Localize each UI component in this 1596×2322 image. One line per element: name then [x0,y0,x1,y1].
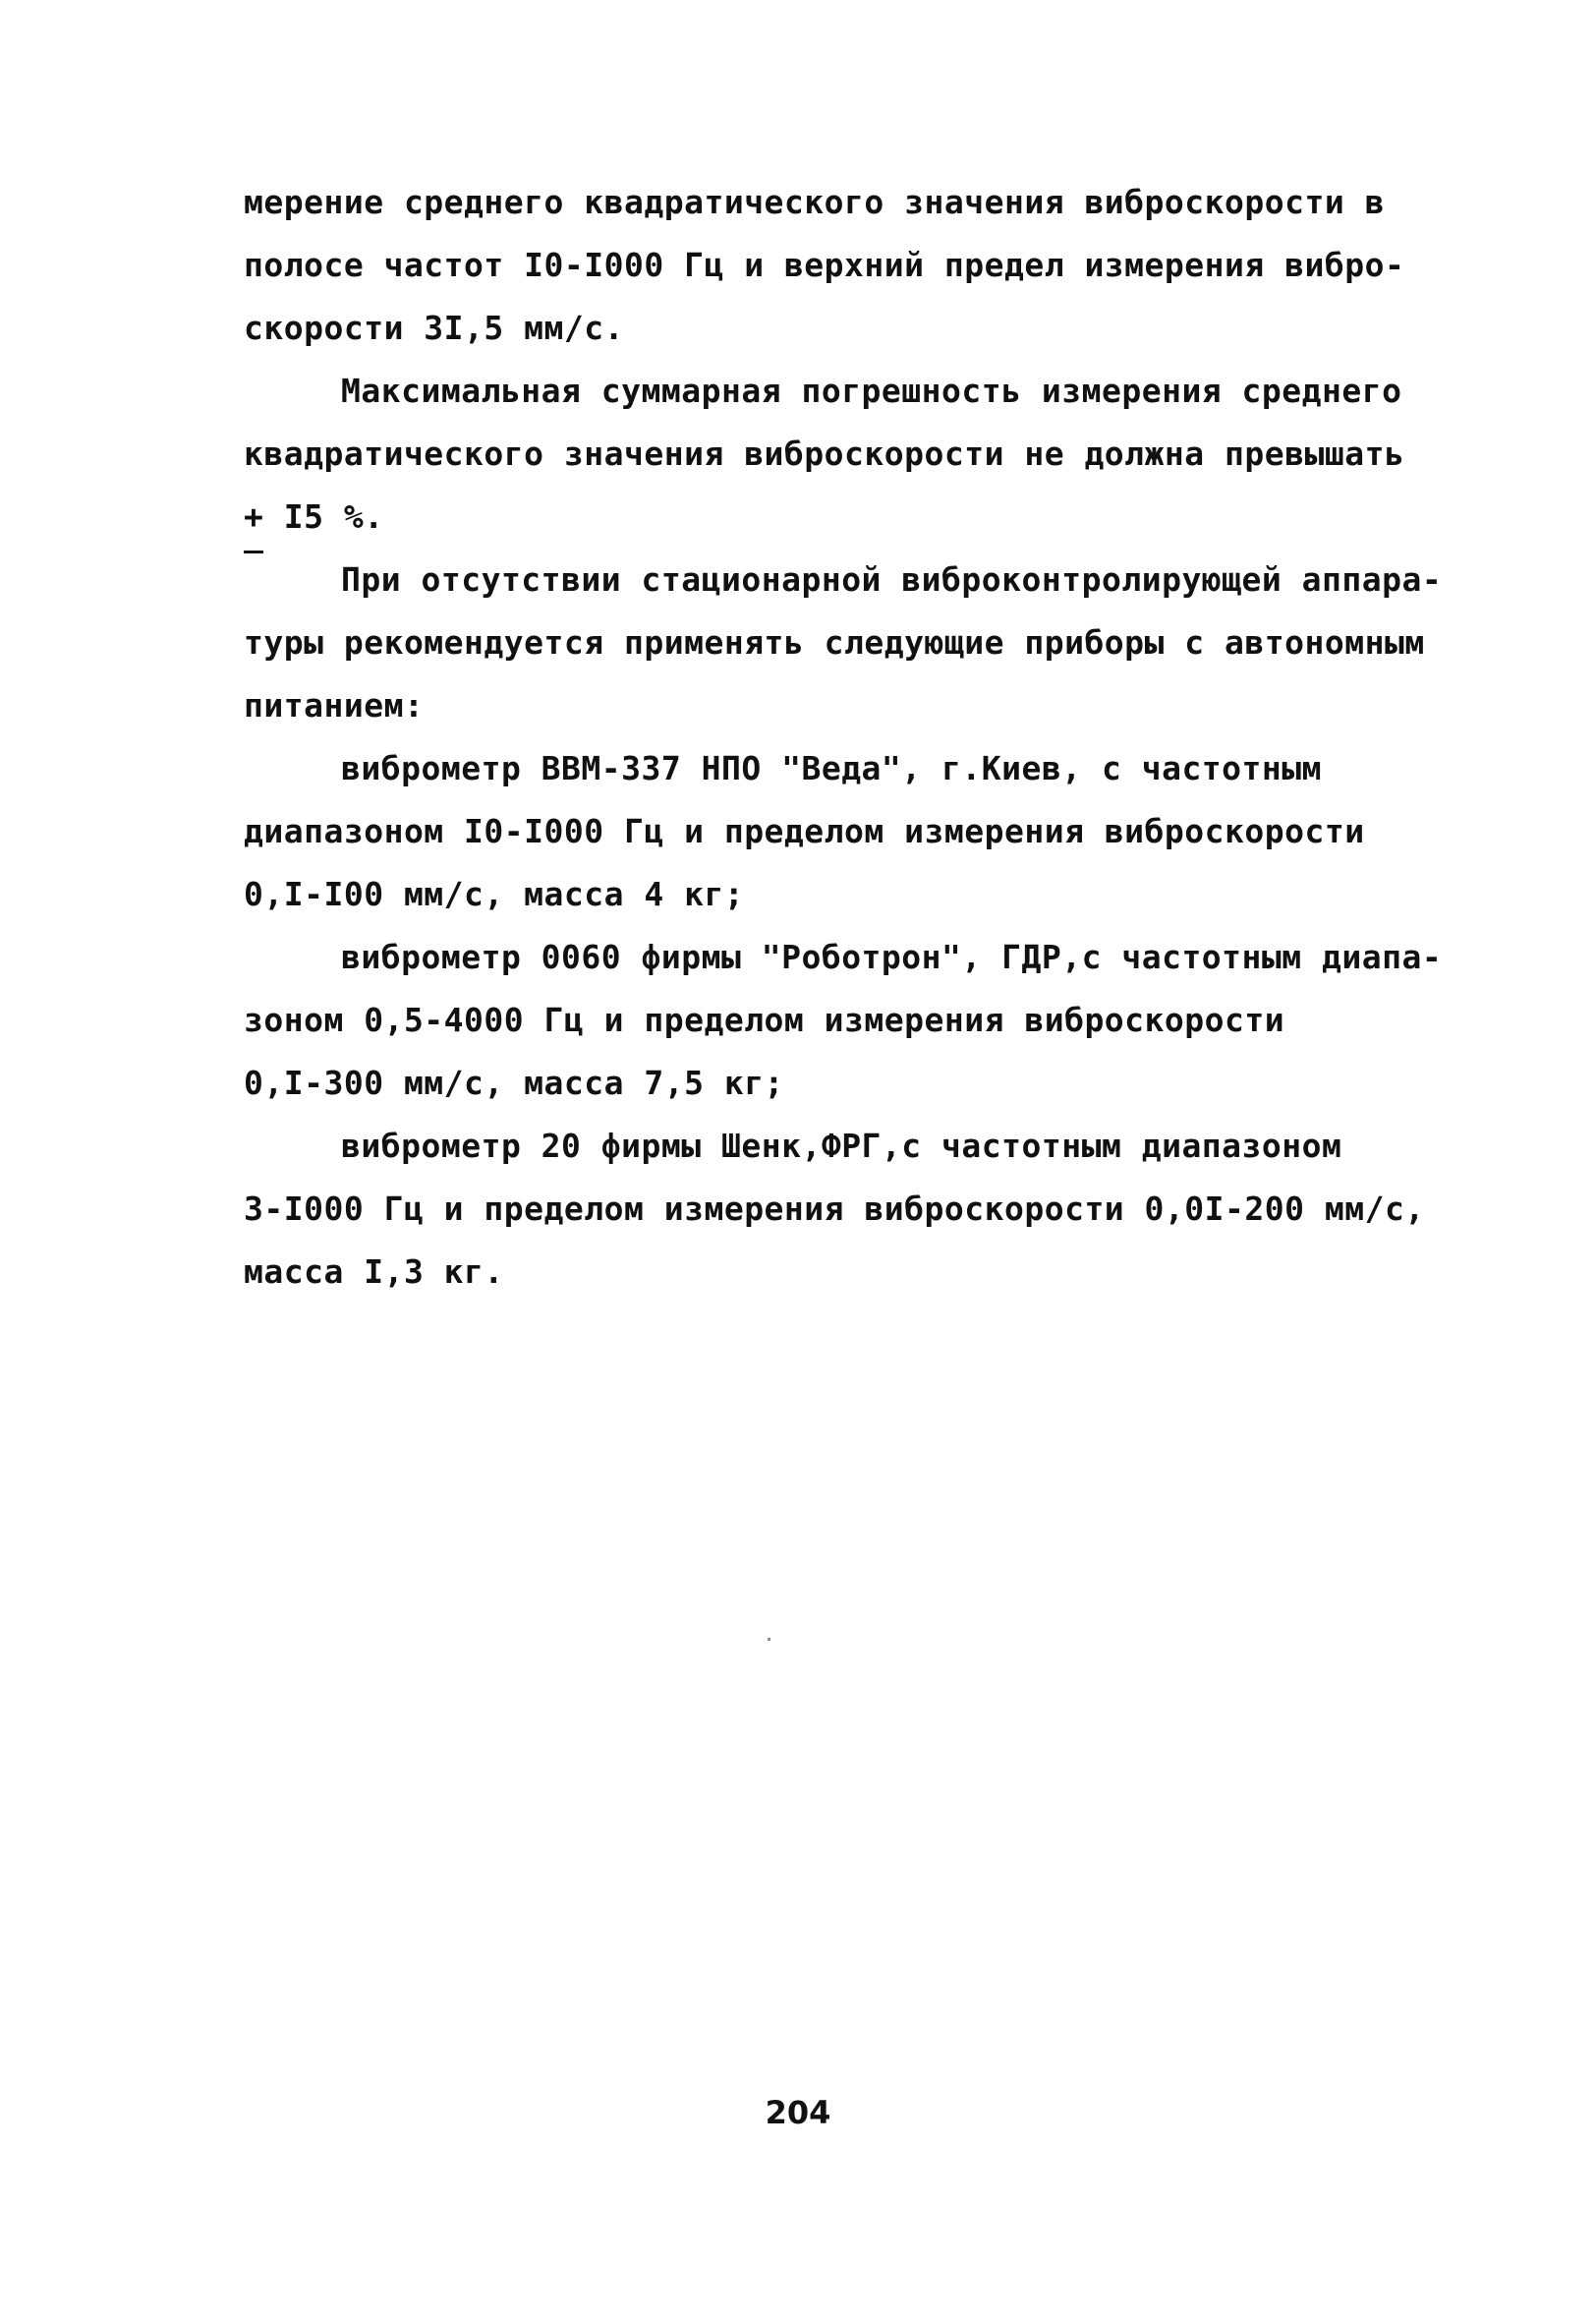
text-line-15: 0,I-300 мм/с, масса 7,5 кг; [244,1064,784,1102]
text-line-6: + I5 %. [244,497,384,536]
scan-speck [768,1638,770,1641]
text-line-3: скорости 3I,5 мм/с. [244,309,624,347]
text-line-13: виброметр 0060 фирмы "Роботрон", ГДР,с частотным диапа- [341,938,1443,976]
text-line-16: виброметр 20 фирмы Шенк,ФРГ,с частотным диапазоном [341,1127,1342,1165]
text-line-18: масса I,3 кг. [244,1252,504,1291]
text-line-14: зоном 0,5-4000 Гц и пределом измерения виброскорости [244,1001,1285,1039]
text-line-7: При отсутствии стационарной виброконтролирующей аппара- [341,560,1443,599]
text-line-12: 0,I-I00 мм/с, масса 4 кг; [244,875,745,913]
text-line-4: Максимальная суммарная погрешность измерения среднего [341,372,1402,410]
text-line-1: мерение среднего квадратического значения виброскорости в [244,183,1385,221]
text-line-5: квадратического значения виброскорости не должна превышать [244,435,1405,473]
page-number: 204 [765,2094,831,2131]
text-line-17: 3-I000 Гц и пределом измерения виброскорости 0,0I-200 мм/с, [244,1190,1425,1228]
text-line-8: туры рекомендуется применять следующие приборы с автономным [244,623,1425,662]
plus-minus-underline [244,551,263,553]
text-line-9: питанием: [244,686,425,725]
text-line-2: полосе частот I0-I000 Гц и верхний предел измерения вибро- [244,246,1405,284]
text-line-11: диапазоном I0-I000 Гц и пределом измерения виброскорости [244,812,1365,850]
text-line-10: виброметр ВВМ-337 НПО "Веда", г.Киев, с частотным [341,749,1323,787]
